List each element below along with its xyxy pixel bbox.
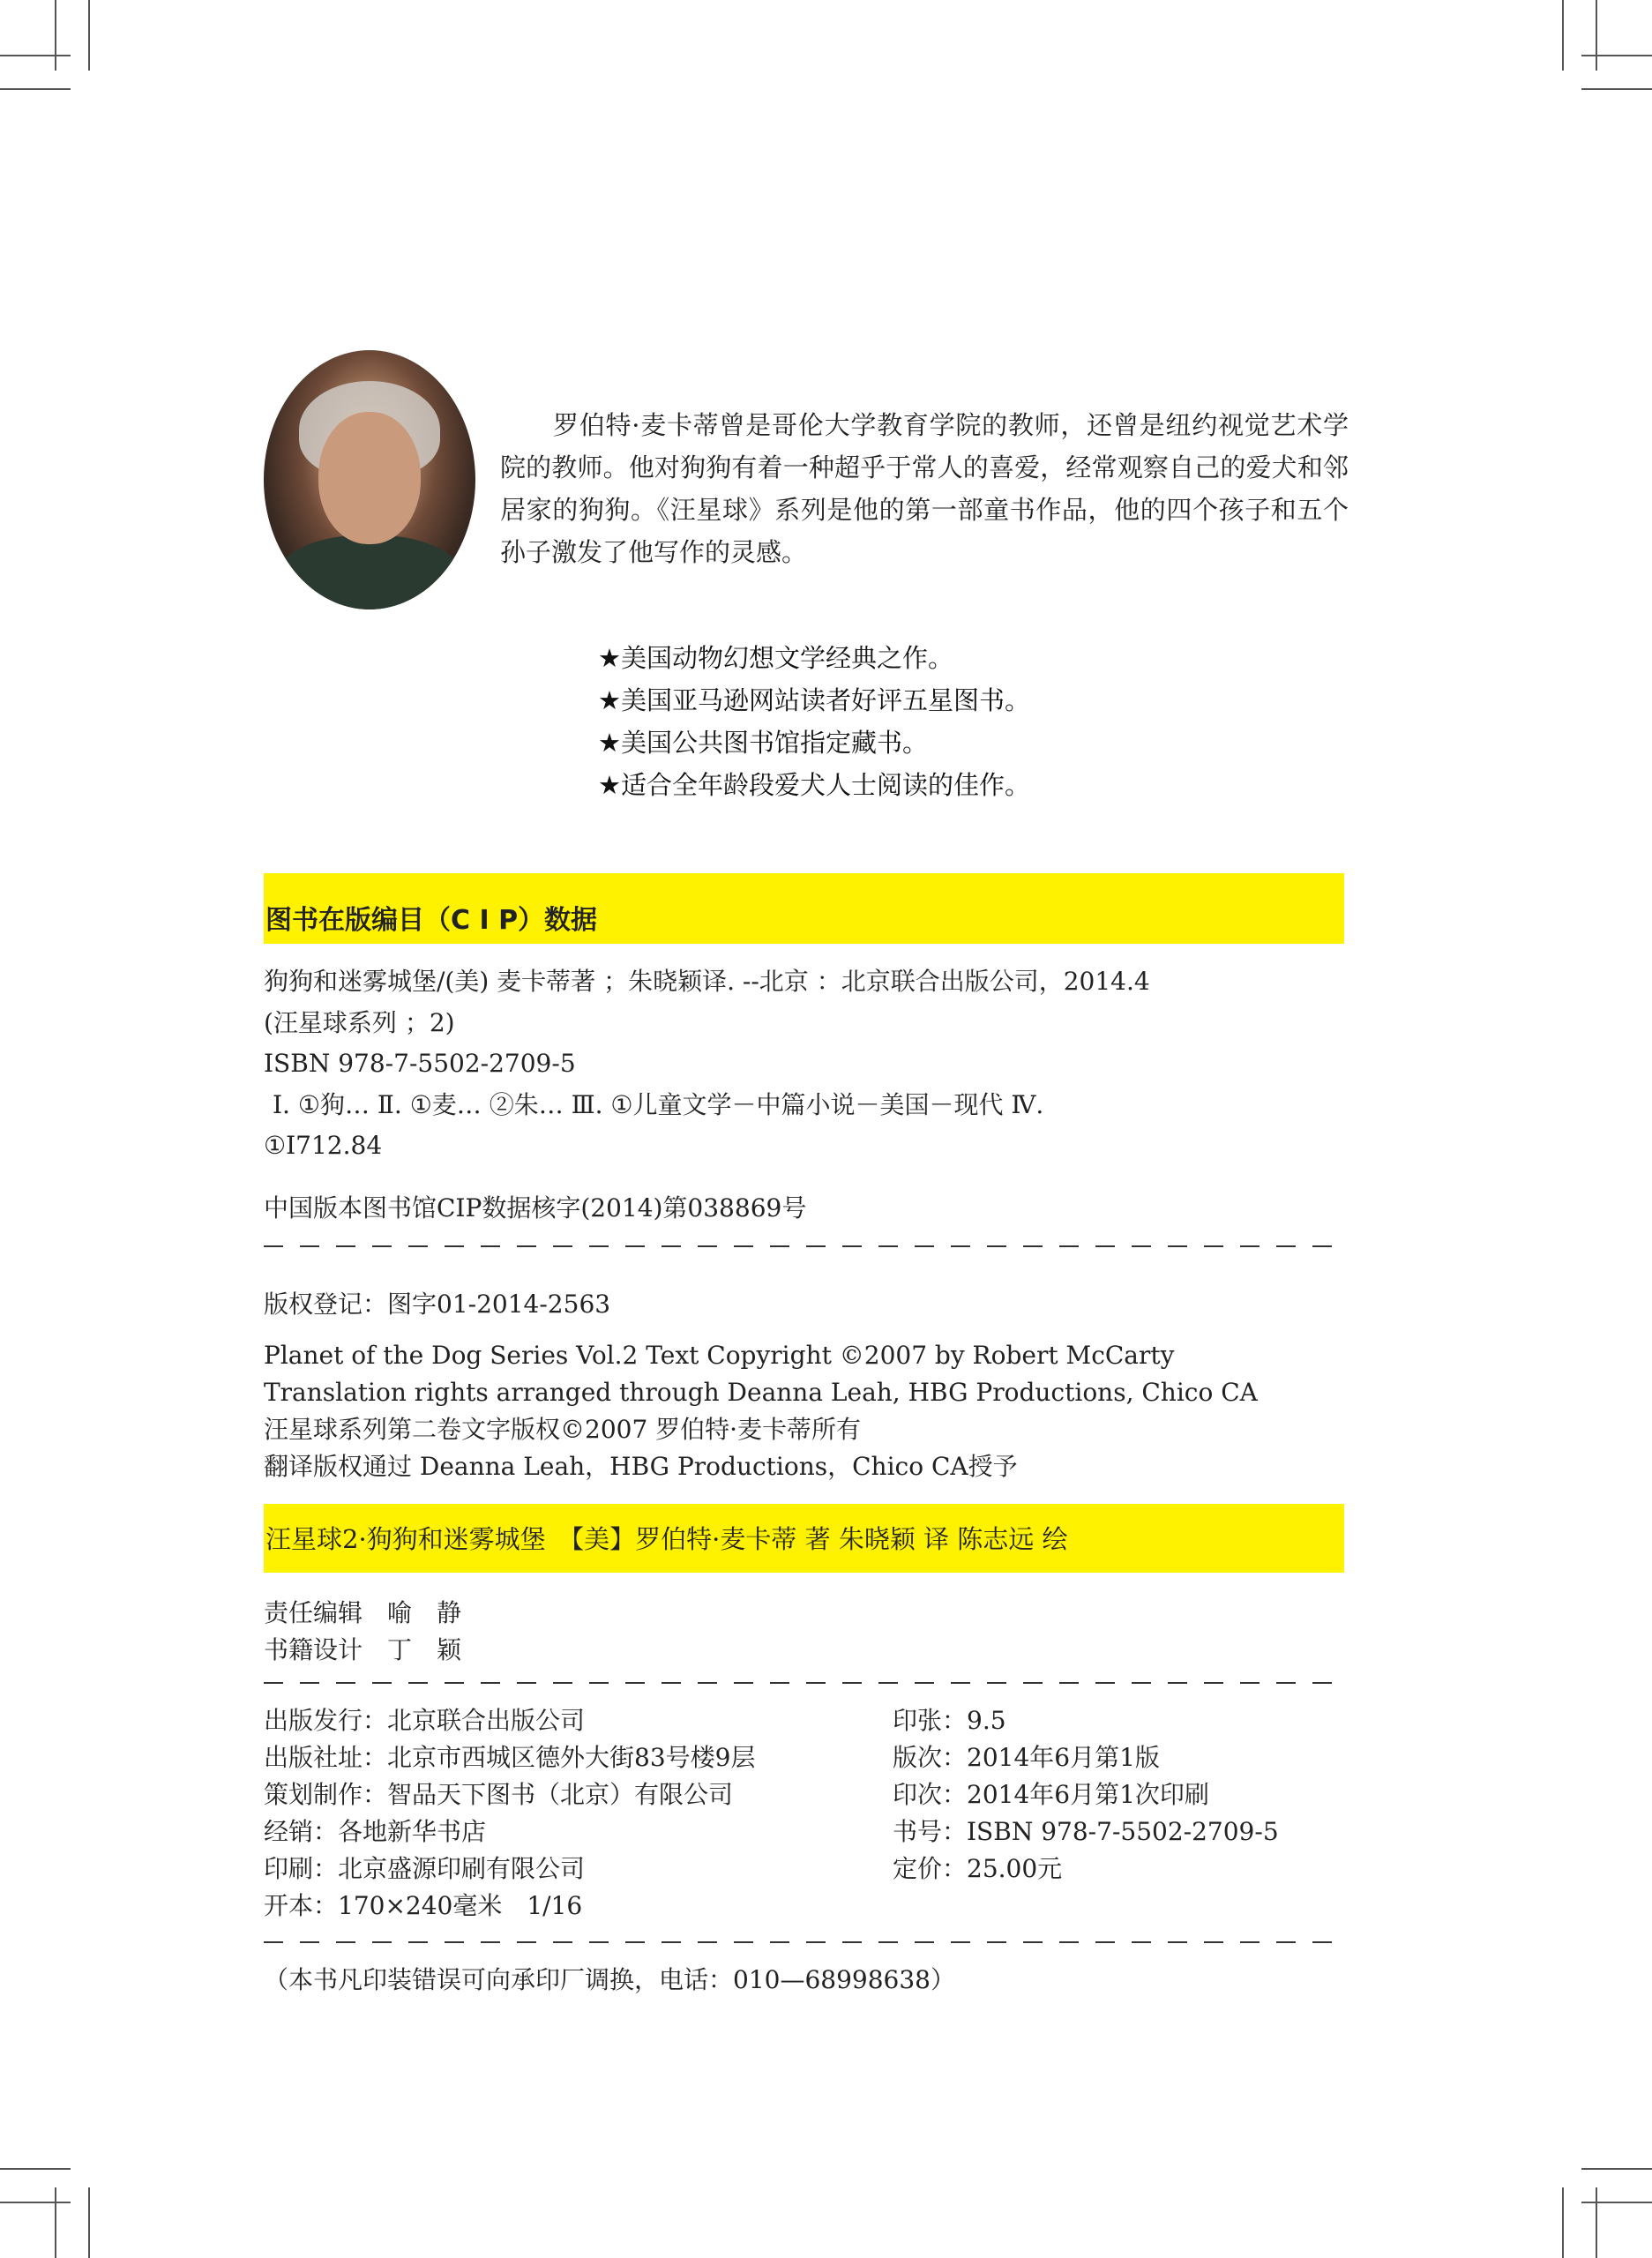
publishing-line: 定价：25.00元 [893, 1854, 1063, 1883]
cip-line: ①I712.84 [264, 1131, 383, 1160]
cip-title: 图书在版编目（C I P）数据 [264, 873, 1344, 944]
publishing-line: 版次：2014年6月第1版 [893, 1743, 1160, 1772]
crop-mark [55, 2187, 56, 2258]
crop-mark [1581, 88, 1652, 90]
crop-mark [88, 0, 90, 71]
book-title-bar: 汪星球2·狗狗和迷雾城堡 【美】罗伯特·麦卡蒂 著 朱晓颖 译 陈志远 绘 [264, 1504, 1344, 1573]
copyright-section [264, 1286, 1344, 1485]
dashed-divider [264, 1682, 1344, 1684]
crop-mark [88, 2187, 90, 2258]
publishing-line: 印张：9.5 [893, 1706, 1006, 1735]
crop-mark [0, 2202, 71, 2203]
cip-line: Ⅰ. ①狗… Ⅱ. ①麦… ②朱… Ⅲ. ①儿童文学－中篇小说－美国－现代 Ⅳ. [273, 1089, 1044, 1119]
credits [264, 1595, 1344, 1669]
footer-note: （本书凡印装错误可向承印厂调换，电话：010—68998638） [264, 1965, 955, 1994]
author-photo [264, 350, 475, 609]
copyright-line: Planet of the Dog Series Vol.2 Text Copyright ©2007 by Robert McCarty [264, 1341, 1175, 1370]
crop-mark [0, 55, 71, 56]
crop-mark [1581, 2168, 1652, 2170]
cip-verification: 中国版本图书馆CIP数据核字(2014)第038869号 [264, 1193, 807, 1222]
highlight-item: ★美国公共图书馆指定藏书。 [598, 728, 928, 758]
highlight-item: ★美国亚马逊网站读者好评五星图书。 [598, 685, 1030, 715]
author-bio [500, 404, 1349, 573]
copyright-line: 翻译版权通过 Deanna Leah，HBG Productions，Chico CA授予 [264, 1452, 1018, 1481]
highlight-item: ★适合全年龄段爱犬人士阅读的佳作。 [598, 770, 1030, 800]
highlights-list [598, 637, 1030, 806]
crop-mark [1596, 0, 1597, 71]
crop-mark [1562, 2187, 1564, 2258]
publishing-line: 出版发行：北京联合出版公司 [264, 1706, 586, 1735]
dashed-divider [264, 1941, 1344, 1943]
cip-data [264, 961, 1344, 1229]
dashed-divider [264, 1245, 1344, 1247]
cip-line: (汪星球系列 ；2) [264, 1007, 455, 1037]
publishing-line: 出版社址：北京市西城区德外大街83号楼9层 [264, 1743, 756, 1772]
credit-line: 书籍设计 丁 颖 [264, 1635, 462, 1664]
crop-mark [1581, 55, 1652, 56]
publishing-line: 经销：各地新华书店 [264, 1817, 487, 1846]
crop-mark [1581, 2202, 1652, 2203]
publishing-line: 书号：ISBN 978-7-5502-2709-5 [893, 1817, 1279, 1846]
publishing-line: 策划制作：智品天下图书（北京）有限公司 [264, 1780, 734, 1809]
crop-mark [0, 88, 71, 90]
cip-line: 狗狗和迷雾城堡/(美) 麦卡蒂著 ；朱晓颖译. --北京 ：北京联合出版公司，2014.4 [264, 967, 1150, 996]
copyright-registration: 版权登记：图字01-2014-2563 [264, 1290, 611, 1319]
publishing-line: 印次：2014年6月第1次印刷 [893, 1780, 1209, 1809]
publishing-line: 印刷：北京盛源印刷有限公司 [264, 1854, 586, 1883]
author-bio-text: 罗伯特·麦卡蒂曾是哥伦大学教育学院的教师，还曾是纽约视觉艺术学院的教师。他对狗狗有着一种超乎于常人的喜爱，经常观察自己的爱犬和邻居家的狗狗。《汪星球》系列是他的第一部童书作品，他的四个孩子和五个孙子激发了他写作的灵感。 [500, 410, 1349, 567]
copyright-line: Translation rights arranged through Deanna Leah, HBG Productions, Chico CA [264, 1378, 1258, 1407]
publishing-info-left [264, 1702, 755, 1925]
crop-mark [1562, 0, 1564, 71]
crop-mark [0, 2168, 71, 2170]
credit-line: 责任编辑 喻 静 [264, 1598, 462, 1627]
crop-mark [1596, 2187, 1597, 2258]
publishing-line: 开本：170×240毫米 1/16 [264, 1891, 583, 1920]
copyright-line: 汪星球系列第二卷文字版权©2007 罗伯特·麦卡蒂所有 [264, 1415, 862, 1444]
crop-mark [55, 0, 56, 71]
cip-line: ISBN 978-7-5502-2709-5 [264, 1049, 576, 1078]
publishing-info-right [893, 1702, 1279, 1888]
highlight-item: ★美国动物幻想文学经典之作。 [598, 643, 953, 673]
